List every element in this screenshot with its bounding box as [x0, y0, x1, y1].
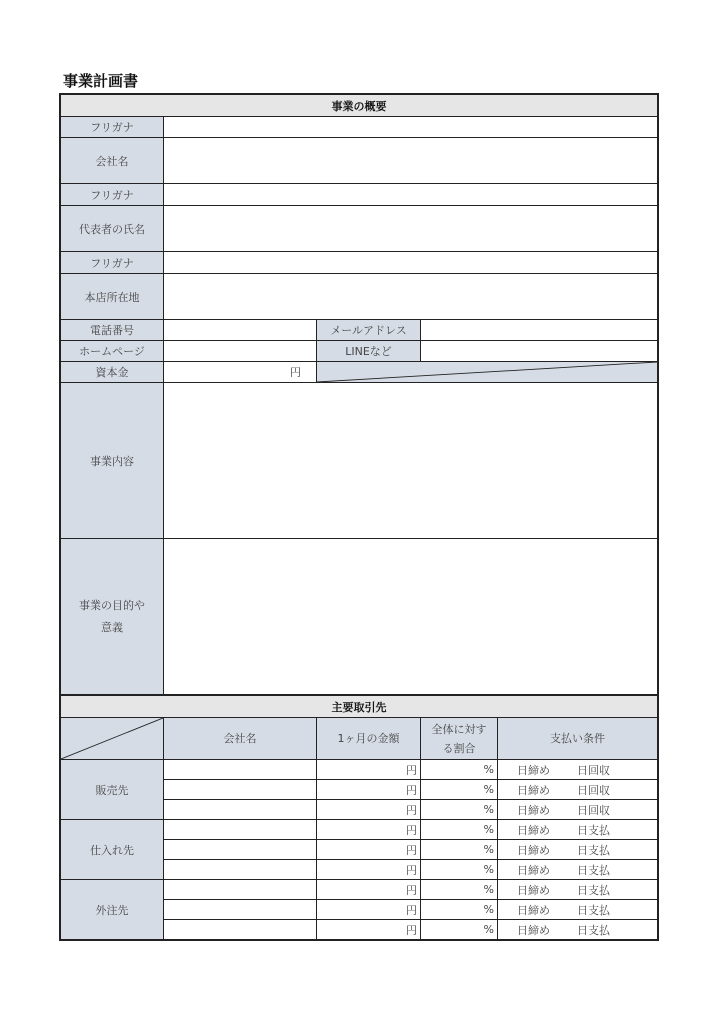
- yen-unit: 円: [406, 783, 417, 797]
- purpose-label: [61, 539, 164, 695]
- partners-section-title: 主要取引先: [61, 696, 658, 718]
- partner-row: [61, 760, 658, 780]
- partner-terms-field[interactable]: [498, 880, 658, 900]
- company-name-label: 会社名: [61, 138, 164, 184]
- partner-ratio-field[interactable]: [421, 900, 498, 920]
- partner-terms-field[interactable]: [498, 760, 658, 780]
- yen-unit: 円: [406, 843, 417, 857]
- capital-label: 資本金: [61, 362, 164, 383]
- representative-field[interactable]: [164, 206, 658, 252]
- closing-text: 日締め: [517, 763, 550, 777]
- office-furigana-field[interactable]: [164, 252, 658, 274]
- closing-text: 日締め: [517, 823, 550, 837]
- terms-suffix: 日支払: [577, 863, 610, 877]
- partner-company-field[interactable]: [164, 900, 317, 920]
- partner-ratio-field[interactable]: [421, 760, 498, 780]
- partner-company-field[interactable]: [164, 920, 317, 940]
- capital-unit: 円: [290, 366, 301, 379]
- partner-row: [61, 820, 658, 840]
- closing-text: 日締め: [517, 883, 550, 897]
- head-office-field[interactable]: [164, 274, 658, 320]
- group-label-sales: 販売先: [61, 760, 164, 820]
- percent-unit: %: [483, 843, 494, 856]
- partner-terms-field[interactable]: [498, 800, 658, 820]
- partner-terms-field[interactable]: [498, 920, 658, 940]
- partner-company-field[interactable]: [164, 820, 317, 840]
- overview-section-title: 事業の概要: [61, 95, 658, 117]
- group-label-suppliers: 仕入れ先: [61, 820, 164, 880]
- terms-suffix: 日回収: [577, 783, 610, 797]
- head-office-label: 本店所在地: [61, 274, 164, 320]
- terms-suffix: 日支払: [577, 883, 610, 897]
- partner-ratio-field[interactable]: [421, 780, 498, 800]
- partner-terms-field[interactable]: [498, 820, 658, 840]
- header-monthly-amount: 1ヶ月の金額: [317, 718, 421, 760]
- partner-ratio-field[interactable]: [421, 800, 498, 820]
- representative-furigana-field[interactable]: [164, 184, 658, 206]
- partner-ratio-field[interactable]: [421, 920, 498, 940]
- phone-field[interactable]: [164, 320, 317, 341]
- header-ratio-line2: る割合: [442, 741, 476, 755]
- partner-company-field[interactable]: [164, 840, 317, 860]
- yen-unit: 円: [406, 823, 417, 837]
- partner-company-field[interactable]: [164, 760, 317, 780]
- header-ratio-line1: 全体に対す: [431, 722, 487, 736]
- purpose-label-line2: 意義: [101, 620, 123, 634]
- header-company: 会社名: [164, 718, 317, 760]
- capital-blank-cell: [317, 362, 658, 383]
- diagonal-line: [317, 362, 657, 382]
- partner-ratio-field[interactable]: [421, 820, 498, 840]
- group-label-subcontractors: 外注先: [61, 880, 164, 940]
- percent-unit: %: [483, 883, 494, 896]
- partner-company-field[interactable]: [164, 880, 317, 900]
- overview-table: [60, 94, 658, 695]
- partner-ratio-field[interactable]: [421, 880, 498, 900]
- capital-field[interactable]: [164, 362, 317, 383]
- partner-amount-field[interactable]: [317, 860, 421, 880]
- header-ratio: [421, 718, 498, 760]
- company-furigana-field[interactable]: [164, 117, 658, 138]
- homepage-label: ホームページ: [61, 341, 164, 362]
- percent-unit: %: [483, 903, 494, 916]
- business-content-field[interactable]: [164, 383, 658, 539]
- yen-unit: 円: [406, 883, 417, 897]
- partner-company-field[interactable]: [164, 800, 317, 820]
- yen-unit: 円: [406, 903, 417, 917]
- closing-text: 日締め: [517, 863, 550, 877]
- phone-label: 電話番号: [61, 320, 164, 341]
- partner-rows: [61, 760, 658, 940]
- partner-amount-field[interactable]: [317, 780, 421, 800]
- yen-unit: 円: [406, 923, 417, 937]
- closing-text: 日締め: [517, 923, 550, 937]
- yen-unit: 円: [406, 763, 417, 777]
- terms-suffix: 日支払: [577, 823, 610, 837]
- company-name-field[interactable]: [164, 138, 658, 184]
- homepage-field[interactable]: [164, 341, 317, 362]
- percent-unit: %: [483, 763, 494, 776]
- partner-amount-field[interactable]: [317, 840, 421, 860]
- representative-furigana-label: フリガナ: [61, 184, 164, 206]
- email-field[interactable]: [421, 320, 658, 341]
- partner-amount-field[interactable]: [317, 800, 421, 820]
- terms-suffix: 日回収: [577, 803, 610, 817]
- terms-suffix: 日支払: [577, 843, 610, 857]
- terms-suffix: 日回収: [577, 763, 610, 777]
- partner-amount-field[interactable]: [317, 760, 421, 780]
- company-furigana-label: フリガナ: [61, 117, 164, 138]
- partner-terms-field[interactable]: [498, 840, 658, 860]
- percent-unit: %: [483, 803, 494, 816]
- office-furigana-label: フリガナ: [61, 252, 164, 274]
- closing-text: 日締め: [517, 803, 550, 817]
- partner-company-field[interactable]: [164, 860, 317, 880]
- representative-label: 代表者の氏名: [61, 206, 164, 252]
- percent-unit: %: [483, 823, 494, 836]
- partners-corner-cell: [61, 718, 164, 760]
- purpose-label-line1: 事業の目的や: [79, 598, 145, 612]
- purpose-field[interactable]: [164, 539, 658, 695]
- line-label: LINEなど: [317, 341, 421, 362]
- header-payment-terms: 支払い条件: [498, 718, 658, 760]
- percent-unit: %: [483, 923, 494, 936]
- terms-suffix: 日支払: [577, 903, 610, 917]
- closing-text: 日締め: [517, 783, 550, 797]
- partner-ratio-field[interactable]: [421, 860, 498, 880]
- yen-unit: 円: [406, 803, 417, 817]
- partner-terms-field[interactable]: [498, 900, 658, 920]
- partner-row: [61, 880, 658, 900]
- partners-table: [60, 695, 658, 940]
- yen-unit: 円: [406, 863, 417, 877]
- partner-terms-field[interactable]: [498, 780, 658, 800]
- percent-unit: %: [483, 783, 494, 796]
- business-content-label: 事業内容: [61, 383, 164, 539]
- document-title: 事業計画書: [63, 72, 139, 90]
- partner-amount-field[interactable]: [317, 920, 421, 940]
- partner-company-field[interactable]: [164, 780, 317, 800]
- percent-unit: %: [483, 863, 494, 876]
- corner-diagonal-line: [61, 718, 163, 759]
- terms-suffix: 日支払: [577, 923, 610, 937]
- email-label: メールアドレス: [317, 320, 421, 341]
- partner-terms-field[interactable]: [498, 860, 658, 880]
- partner-ratio-field[interactable]: [421, 840, 498, 860]
- closing-text: 日締め: [517, 843, 550, 857]
- partner-amount-field[interactable]: [317, 900, 421, 920]
- line-field[interactable]: [421, 341, 658, 362]
- partner-amount-field[interactable]: [317, 880, 421, 900]
- closing-text: 日締め: [517, 903, 550, 917]
- partner-amount-field[interactable]: [317, 820, 421, 840]
